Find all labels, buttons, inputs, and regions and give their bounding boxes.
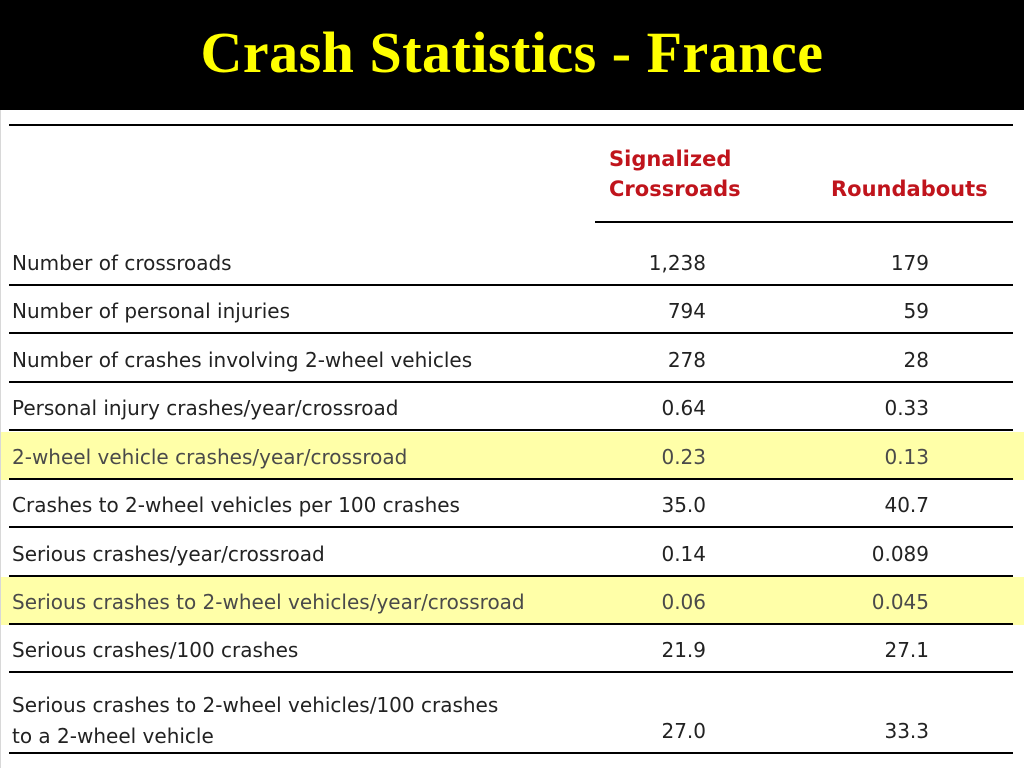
table-row	[1, 334, 1024, 383]
cell-roundabouts: 179	[890, 251, 929, 275]
column-header-signalized-line2: Crossroads	[609, 177, 741, 201]
cell-roundabouts: 0.33	[884, 396, 929, 420]
table-row	[1, 625, 1024, 673]
table-row	[1, 383, 1024, 431]
row-divider	[9, 429, 1013, 431]
header-rule	[595, 221, 1013, 223]
cell-signalized: 1,238	[648, 251, 706, 275]
table-top-rule	[9, 124, 1013, 126]
row-label: Number of crossroads	[12, 251, 232, 275]
table-row	[1, 673, 1024, 754]
cell-signalized: 35.0	[661, 493, 706, 517]
row-divider	[9, 752, 1013, 754]
row-label: Serious crashes/year/crossroad	[12, 542, 325, 566]
cell-roundabouts: 33.3	[884, 719, 929, 743]
page-title: Crash Statistics - France	[200, 19, 824, 85]
table-panel	[0, 110, 1024, 768]
cell-roundabouts: 40.7	[884, 493, 929, 517]
row-label: Number of personal injuries	[12, 299, 291, 323]
column-header-signalized-line1: Signalized	[609, 147, 732, 171]
cell-signalized: 0.64	[661, 396, 706, 420]
cell-signalized: 794	[667, 299, 706, 323]
row-label: Number of crashes involving 2-wheel vehicles	[12, 348, 473, 372]
cell-signalized: 27.0	[661, 719, 706, 743]
cell-signalized: 21.9	[661, 638, 706, 662]
row-label: Personal injury crashes/year/crossroad	[12, 396, 399, 420]
table-row	[1, 528, 1024, 577]
title-bar	[0, 0, 1024, 110]
row-label: Crashes to 2-wheel vehicles per 100 crashes	[12, 493, 460, 517]
table-row	[1, 286, 1024, 334]
cell-roundabouts: 27.1	[884, 638, 929, 662]
table-row	[1, 224, 1024, 286]
cell-signalized: 0.23	[661, 445, 706, 469]
cell-roundabouts: 0.045	[871, 590, 929, 614]
cell-roundabouts: 59	[903, 299, 929, 323]
table-row	[1, 577, 1024, 625]
table-row	[1, 432, 1024, 480]
cell-roundabouts: 0.13	[884, 445, 929, 469]
column-header-roundabouts: Roundabouts	[831, 177, 988, 201]
row-label: 2-wheel vehicle crashes/year/crossroad	[12, 445, 408, 469]
cell-roundabouts: 28	[903, 348, 929, 372]
row-label: Serious crashes/100 crashes	[12, 638, 299, 662]
cell-signalized: 0.06	[661, 590, 706, 614]
cell-roundabouts: 0.089	[871, 542, 929, 566]
row-label: Serious crashes to 2-wheel vehicles/year/crossroad	[12, 590, 525, 614]
cell-signalized: 278	[667, 348, 706, 372]
cell-signalized: 0.14	[661, 542, 706, 566]
table-row	[1, 480, 1024, 528]
column-header-signalized	[609, 144, 799, 204]
row-label: Serious crashes to 2-wheel vehicles/100 crashes to a 2-wheel vehicle	[12, 693, 499, 748]
